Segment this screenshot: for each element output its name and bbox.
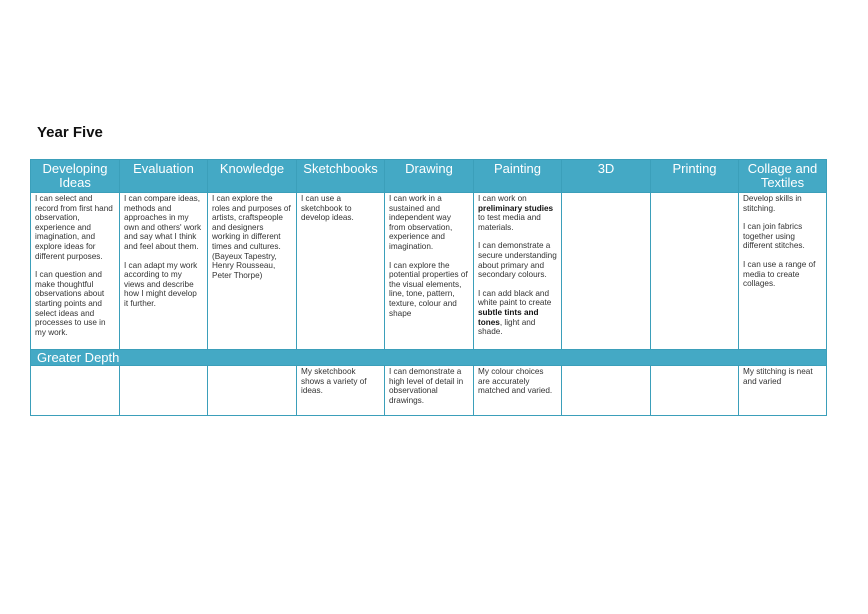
column-header-painting: Painting xyxy=(474,160,562,193)
statement: I can use a sketchbook to develop ideas. xyxy=(301,194,354,223)
expected-row xyxy=(31,193,827,350)
column-header-printing: Printing xyxy=(651,160,739,193)
gd-cell-printing xyxy=(651,366,739,416)
gd-cell-3d xyxy=(562,366,651,416)
cell-collage-textiles xyxy=(739,193,827,350)
statement: Develop skills in stitching. xyxy=(743,194,802,213)
cell-sketchbooks xyxy=(297,193,385,350)
statement: I can demonstrate a secure understanding about primary and secondary colours. xyxy=(478,241,557,280)
gd-cell-painting: My colour choices are accurately matched and varied. xyxy=(474,366,562,416)
statement: I can explore the potential properties of the visual elements, line, tone, pattern, texture, colour and shape xyxy=(389,260,468,318)
curriculum-table xyxy=(30,159,827,416)
cell-knowledge xyxy=(208,193,297,350)
column-header-developing-ideas: Developing Ideas xyxy=(31,160,120,193)
bold-term: subtle tints and tones xyxy=(478,307,539,327)
statement: I can question and make thoughtful observations about starting points and select ideas and processes to use in my work. xyxy=(35,270,106,337)
cell-developing-ideas xyxy=(31,193,120,350)
bold-term: preliminary studies xyxy=(478,203,554,213)
gd-cell-drawing: I can demonstrate a high level of detail in observational drawings. xyxy=(385,366,474,416)
statement: I can adapt my work according to my views and describe how I might develop it further. xyxy=(124,260,198,308)
greater-depth-band xyxy=(31,350,827,366)
statement: I can explore the roles and purposes of artists, craftspeople and designers working in different times and cultures. (Bayeux Tapestry, Henry Rousseau, Peter Thorpe) xyxy=(212,194,291,280)
statement: I can work in a sustained and independent way from observation, experience and imagination. xyxy=(389,194,453,251)
gd-cell-collage-textiles: My stitching is neat and varied xyxy=(739,366,827,416)
greater-depth-label: Greater Depth xyxy=(31,350,827,366)
text-fragment: , light and shade. xyxy=(478,317,536,337)
cell-printing xyxy=(651,193,739,350)
cell-3d xyxy=(562,193,651,350)
gd-cell-developing-ideas xyxy=(31,366,120,416)
statement xyxy=(478,289,557,337)
cell-evaluation xyxy=(120,193,208,350)
statement: I can use a range of media to create collages. xyxy=(743,259,816,289)
gd-cell-knowledge xyxy=(208,366,297,416)
column-header-collage-textiles: Collage and Textiles xyxy=(739,160,827,193)
header-row xyxy=(31,160,827,193)
column-header-3d: 3D xyxy=(562,160,651,193)
column-header-knowledge: Knowledge xyxy=(208,160,297,193)
cell-painting xyxy=(474,193,562,350)
statement xyxy=(478,194,557,232)
page-title: Year Five xyxy=(37,124,103,141)
statement: I can compare ideas, methods and approaches in my own and others' work and say what I think and feel about them. xyxy=(124,194,202,251)
greater-depth-row xyxy=(31,366,827,416)
column-header-sketchbooks: Sketchbooks xyxy=(297,160,385,193)
text-fragment: I can add black and white paint to create xyxy=(478,288,552,308)
column-header-drawing: Drawing xyxy=(385,160,474,193)
text-fragment: to test media and materials. xyxy=(478,213,541,232)
cell-drawing xyxy=(385,193,474,350)
text-fragment: I can work on xyxy=(478,194,527,203)
gd-cell-evaluation xyxy=(120,366,208,416)
gd-cell-sketchbooks: My sketchbook shows a variety of ideas. xyxy=(297,366,385,416)
column-header-evaluation: Evaluation xyxy=(120,160,208,193)
statement: I can join fabrics together using different stitches. xyxy=(743,222,805,251)
statement: I can select and record from first hand observation, experience and imagination, and explore ideas for different purposes. xyxy=(35,194,113,261)
